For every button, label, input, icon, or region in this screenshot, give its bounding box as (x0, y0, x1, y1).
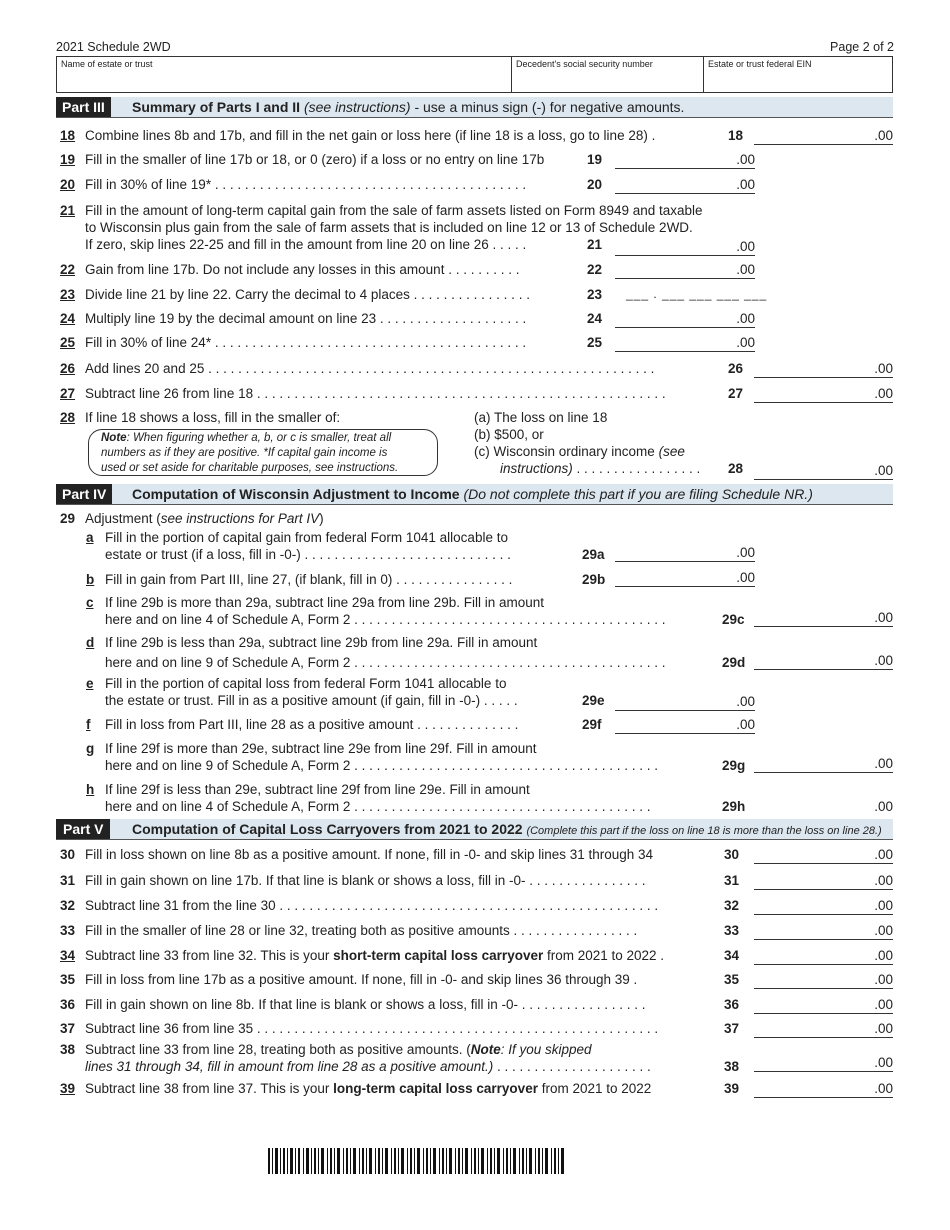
part4-title-note: (Do not complete this part if you are filing Schedule NR.) (463, 486, 813, 502)
line-29b-amount[interactable]: .00 (615, 569, 755, 587)
estate-name-field[interactable] (57, 57, 512, 92)
line-number: 27 (60, 386, 76, 401)
line-ref: 24 (587, 311, 603, 326)
line-number: 24 (60, 311, 76, 326)
line-text: Fill in the amount of long-term capital gain from the sale of farm assets listed on Form 8949 and taxable (85, 203, 703, 218)
line-text: here and on line 9 of Schedule A, Form 2 . . . . . . . . . . . . . . . . . . . . . . . . . . . . . . . . . . . . . . . . . . (105, 655, 666, 670)
line-text (85, 510, 324, 527)
note-label: Note (101, 432, 127, 444)
line-29d (56, 634, 893, 668)
line-text: Add lines 20 and 25 . . . . . . . . . . . . . . . . . . . . . . . . . . . . . . . . . . . . . . . . . . . . . . . . . . . . . . . . . . . . (85, 361, 655, 376)
line-28-amount[interactable]: .00 (754, 462, 893, 480)
sub-letter: f (86, 717, 91, 732)
line-29f-amount[interactable]: .00 (615, 716, 755, 734)
part3-header (56, 97, 893, 118)
ssn-label: Decedent's social security number (516, 59, 653, 69)
line-35-amount[interactable]: .00 (754, 971, 893, 989)
line-number: 28 (60, 410, 76, 425)
note-line-3: used or set aside for charitable purposes, see instructions. (101, 462, 399, 474)
line-ref: 23 (587, 287, 603, 302)
line-38-amount[interactable]: .00 (754, 1054, 893, 1072)
line-text: If line 18 shows a loss, fill in the smaller of: (85, 410, 341, 425)
line-ref: 22 (587, 262, 603, 277)
line-number: 20 (60, 177, 76, 192)
line-number: 21 (60, 203, 76, 218)
line-18-amount[interactable]: .00 (754, 127, 893, 145)
form-title: 2021 Schedule 2WD (56, 40, 171, 54)
part5-header (56, 819, 893, 840)
line-29e (56, 675, 893, 709)
line-ref: 29h (722, 799, 746, 814)
line-39-text-c: from 2021 to 2022 (537, 1081, 652, 1096)
sub-letter: h (86, 782, 95, 797)
line-ref: 29f (582, 717, 602, 732)
line-22-amount[interactable]: .00 (615, 261, 755, 279)
part4-tag: Part IV (56, 484, 112, 504)
barcode-image (268, 1148, 564, 1174)
line-ref: 34 (724, 948, 740, 963)
line-23-decimal[interactable]: ___ . ___ ___ ___ ___ (626, 287, 768, 301)
option-b: (b) $500, or (474, 427, 544, 442)
part5-title (132, 819, 882, 839)
line-text: Fill in gain from Part III, line 27, (if blank, fill in 0) . . . . . . . . . . . . . . . . (105, 572, 513, 587)
line-text: Fill in the smaller of line 28 or line 32, treating both as positive amounts . . . . . . . . . . . . . . . . . (85, 923, 638, 938)
line-text: If line 29f is less than 29e, subtract line 29f from line 29e. Fill in amount (105, 782, 530, 797)
line-ref: 33 (724, 923, 740, 938)
line-text: here and on line 4 of Schedule A, Form 2 . . . . . . . . . . . . . . . . . . . . . . . . . . . . . . . . . . . . . . . . (105, 799, 651, 814)
line-29h-amount[interactable]: .00 (874, 799, 893, 814)
line-ref: 37 (724, 1021, 740, 1036)
line-number: 39 (60, 1081, 76, 1096)
part3-title (132, 97, 684, 117)
note-line-1 (101, 431, 425, 446)
line-30-amount[interactable]: .00 (754, 846, 893, 864)
line-ref: 31 (724, 873, 740, 888)
part4-title (132, 484, 813, 504)
line-26-amount[interactable]: .00 (754, 360, 893, 378)
option-c-text: (c) Wisconsin ordinary income (474, 444, 655, 459)
line-ref: 19 (587, 152, 603, 167)
line-27-amount[interactable]: .00 (754, 385, 893, 403)
option-c (474, 443, 685, 460)
line-33-amount[interactable]: .00 (754, 922, 893, 940)
sub-letter: e (86, 676, 94, 691)
line-38-text-2: lines 31 through 34, fill in amount from line 28 as a positive amount.) (85, 1059, 494, 1074)
line-text: If line 29f is more than 29e, subtract line 29e from line 29f. Fill in amount (105, 741, 537, 756)
line-24-amount[interactable]: .00 (615, 310, 755, 328)
note-line-2: numbers as if they are positive. *If capital gain income is (101, 447, 388, 459)
option-c-note2: instructions) (500, 461, 573, 476)
estate-name-label: Name of estate or trust (61, 59, 153, 69)
line-text: Subtract line 31 from the line 30 . . . . . . . . . . . . . . . . . . . . . . . . . . . . . . . . . . . . . . . . . . . . . . . . . . . (85, 898, 659, 913)
line-38-note-label: Note (470, 1042, 501, 1057)
line-text: Fill in gain shown on line 8b. If that line is blank or shows a loss, fill in -0- . . . . . . . . . . . . . . . . . (85, 997, 646, 1012)
line-38 (56, 1041, 893, 1075)
line-29d-amount[interactable]: .00 (754, 652, 893, 670)
line-number: 30 (60, 847, 76, 862)
line-text: Fill in the portion of capital gain from federal Form 1041 allocable to (105, 530, 508, 545)
line-text: Multiply line 19 by the decimal amount on line 23 . . . . . . . . . . . . . . . . . . . . (85, 311, 527, 326)
line-text: Fill in loss from line 17b as a positive amount. If none, fill in -0- and skip lines 36 through 39 . (85, 972, 638, 987)
line-ref: 21 (587, 237, 603, 252)
line-39-text-b: long-term capital loss carryover (333, 1081, 538, 1096)
line-text: here and on line 4 of Schedule A, Form 2 . . . . . . . . . . . . . . . . . . . . . . . . . . . . . . . . . . . . . . . . . . (105, 612, 666, 627)
option-c-note: (see (658, 444, 685, 459)
line-text (85, 947, 664, 964)
part5-title-note: (Complete this part if the loss on line 18 is more than the loss on line 28.) (526, 825, 882, 837)
part3-title-main: Summary of Parts I and II (132, 99, 301, 115)
line-29a-amount[interactable]: .00 (615, 544, 755, 562)
line-text: Divide line 21 by line 22. Carry the decimal to 4 places . . . . . . . . . . . . . . . . (85, 287, 530, 302)
part5-tag: Part V (56, 819, 110, 839)
line-number: 32 (60, 898, 76, 913)
line-ref: 26 (728, 361, 744, 376)
line-29g-amount[interactable]: .00 (754, 755, 893, 773)
part3-tag: Part III (56, 97, 111, 117)
line-text (85, 1058, 651, 1075)
line-20-amount[interactable]: .00 (615, 176, 755, 194)
line-ref: 20 (587, 177, 603, 192)
line-21-amount[interactable]: .00 (615, 238, 755, 256)
line-ref: 35 (724, 972, 740, 987)
line-number: 37 (60, 1021, 76, 1036)
line-number: 25 (60, 335, 76, 350)
sub-letter: c (86, 595, 94, 610)
page-label: Page 2 of 2 (830, 40, 894, 54)
line-number: 26 (60, 361, 76, 376)
option-c-line2 (500, 460, 700, 477)
line-text (85, 1080, 651, 1097)
line-ref: 32 (724, 898, 740, 913)
line-number: 36 (60, 997, 76, 1012)
line-text: here and on line 9 of Schedule A, Form 2 . . . . . . . . . . . . . . . . . . . . . . . . . . . . . . . . . . . . . . . . . (105, 758, 658, 773)
line-text: Fill in loss from Part III, line 28 as a positive amount . . . . . . . . . . . . . . (105, 717, 519, 732)
line-ref: 38 (724, 1059, 740, 1074)
sub-letter: g (86, 741, 95, 756)
part3-title-note: (see instructions) (303, 99, 411, 115)
line-29e-amount[interactable]: .00 (615, 693, 755, 711)
line-number: 38 (60, 1042, 76, 1057)
note-box (88, 429, 438, 476)
line-ref: 29g (722, 758, 746, 773)
line-38-text-a: Subtract line 33 from line 28, treating both as positive amounts. ( (85, 1042, 471, 1057)
line-text: Fill in 30% of line 19* . . . . . . . . . . . . . . . . . . . . . . . . . . . . . . . . . . . . . . . . . . (85, 177, 527, 192)
line-number: 29 (60, 511, 76, 526)
line-29-text: Adjustment ( (85, 511, 161, 526)
line-number: 33 (60, 923, 76, 938)
line-36-amount[interactable]: .00 (754, 996, 893, 1014)
line-38-dots: . . . . . . . . . . . . . . . . . . . . . (493, 1059, 651, 1074)
line-text: estate or trust (if a loss, fill in -0-) . . . . . . . . . . . . . . . . . . . . . . . . . . . . (105, 547, 511, 562)
line-text: Fill in gain shown on line 17b. If that line is blank or shows a loss, fill in -0- . . . . . . . . . . . . . . . . (85, 873, 646, 888)
line-38-note: : If you skipped (500, 1042, 592, 1057)
identity-box (56, 56, 893, 93)
line-text: Fill in the smaller of line 17b or 18, or 0 (zero) if a loss or no entry on line 17b (85, 152, 545, 167)
line-29c-amount[interactable]: .00 (754, 609, 893, 627)
option-a: (a) The loss on line 18 (474, 410, 608, 425)
line-ref: 18 (728, 128, 744, 143)
part4-title-main: Computation of Wisconsin Adjustment to Income (132, 486, 460, 502)
line-19-amount[interactable]: .00 (615, 151, 755, 169)
line-ref: 36 (724, 997, 740, 1012)
line-ref: 29e (582, 693, 605, 708)
line-29-close: ) (319, 511, 324, 526)
line-text: the estate or trust. Fill in as a positive amount (if gain, fill in -0-) . . . . . (105, 693, 518, 708)
line-34-text-a: Subtract line 33 from line 32. This is your (85, 948, 334, 963)
line-ref: 29c (722, 612, 745, 627)
line-number: 23 (60, 287, 76, 302)
line-text (85, 1041, 592, 1058)
part4-header (56, 484, 893, 505)
note-text: : When figuring whether a, b, or c is smaller, treat all (126, 432, 392, 444)
line-number: 34 (60, 948, 76, 963)
line-number: 19 (60, 152, 76, 167)
line-text: Fill in 30% of line 24* . . . . . . . . . . . . . . . . . . . . . . . . . . . . . . . . . . . . . . . . . . (85, 335, 527, 350)
line-text: Gain from line 17b. Do not include any losses in this amount . . . . . . . . . . (85, 262, 520, 277)
line-32-amount[interactable]: .00 (754, 897, 893, 915)
line-text: If zero, skip lines 22-25 and fill in the amount from line 20 on line 26 . . . . . (85, 237, 527, 252)
line-text: Combine lines 8b and 17b, and fill in the net gain or loss here (if line 18 is a loss, go to line 28) . (85, 128, 656, 143)
line-ref: 27 (728, 386, 744, 401)
line-29-note: see instructions for Part IV (160, 511, 320, 526)
line-37-amount[interactable]: .00 (754, 1020, 893, 1038)
line-29a (56, 529, 893, 563)
line-29g (56, 740, 893, 774)
line-ref: 29d (722, 655, 746, 670)
line-39-text-a: Subtract line 38 from line 37. This is your (85, 1081, 334, 1096)
line-ref: 29b (582, 572, 606, 587)
option-c-dots: . . . . . . . . . . . . . . . . . (572, 461, 701, 476)
line-text: Fill in loss shown on line 8b as a positive amount. If none, fill in -0- and skip lines 31 through 34 (85, 847, 654, 862)
ein-field[interactable] (704, 57, 892, 92)
line-text: Subtract line 26 from line 18 . . . . . . . . . . . . . . . . . . . . . . . . . . . . . . . . . . . . . . . . . . . . . . . . . . . . . . . (85, 386, 666, 401)
line-29c (56, 594, 893, 628)
part3-title-rest: - use a minus sign (-) for negative amounts. (414, 99, 685, 115)
line-29h (56, 781, 893, 815)
line-text: to Wisconsin plus gain from the sale of farm assets that is included on line 12 or 13 of Schedule 2WD. (85, 220, 693, 235)
sub-letter: a (86, 530, 94, 545)
part5-title-main: Computation of Capital Loss Carryovers from 2021 to 2022 (132, 821, 523, 837)
line-number: 31 (60, 873, 76, 888)
line-text: If line 29b is more than 29a, subtract line 29a from line 29b. Fill in amount (105, 595, 544, 610)
line-34-text-c: from 2021 to 2022 . (543, 948, 665, 963)
line-34-text-b: short-term capital loss carryover (333, 948, 544, 963)
line-ref: 30 (724, 847, 740, 862)
line-25-amount[interactable]: .00 (615, 334, 755, 352)
line-ref: 25 (587, 335, 603, 350)
line-34-amount[interactable]: .00 (754, 947, 893, 965)
line-31-amount[interactable]: .00 (754, 872, 893, 890)
line-number: 22 (60, 262, 76, 277)
line-ref: 28 (728, 461, 744, 476)
line-21 (56, 202, 893, 254)
line-ref: 39 (724, 1081, 740, 1096)
line-39-amount[interactable]: .00 (754, 1080, 893, 1098)
sub-letter: b (86, 572, 95, 587)
line-ref: 29a (582, 547, 605, 562)
line-text: Subtract line 36 from line 35 . . . . . . . . . . . . . . . . . . . . . . . . . . . . . . . . . . . . . . . . . . . . . . . . . . . . . . (85, 1021, 659, 1036)
line-text: Fill in the portion of capital loss from federal Form 1041 allocable to (105, 676, 507, 691)
ssn-field[interactable] (512, 57, 704, 92)
line-number: 35 (60, 972, 76, 987)
ein-label: Estate or trust federal EIN (708, 59, 812, 69)
line-number: 18 (60, 128, 76, 143)
sub-letter: d (86, 635, 95, 650)
line-text: If line 29b is less than 29a, subtract line 29b from line 29a. Fill in amount (105, 635, 538, 650)
